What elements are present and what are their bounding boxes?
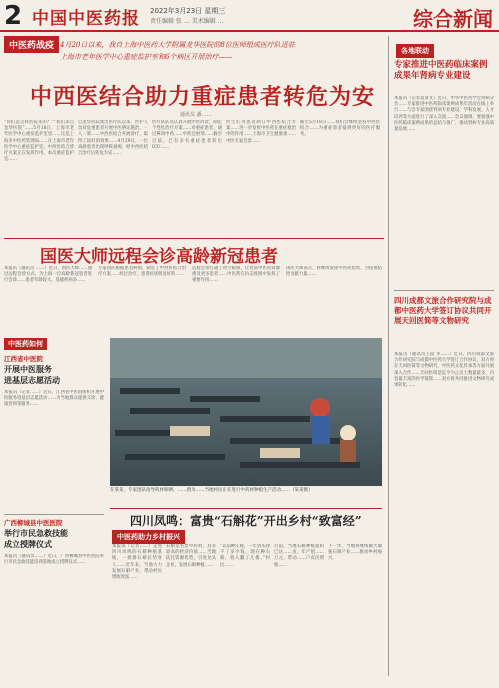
top-story-col-5: 截至5月18日……我们会继续坚持中西医结合……为重症患者提供更好的医疗服务。 bbox=[300, 120, 380, 138]
top-story-headline: 中西医结合助力重症患者转危为安 bbox=[30, 84, 376, 110]
left-head-2b: 举行市民急救技能 bbox=[4, 528, 68, 538]
left-head-1: 江西省中医院 bbox=[4, 355, 43, 363]
top-story-col-3: 医疗队队员认真开展中医四诊，制定个性化治疗方案……对重症患者，通过鼻饲中药……中药注射剂……截至目前，已有多名重症患者转出ICU…… bbox=[152, 120, 222, 150]
bottom-rule bbox=[110, 508, 382, 509]
bottom-story-headline: 四川凤鸣：富贵“石斛花”开出乡村“致富经” bbox=[130, 514, 362, 528]
top-story-col-2: 自龙华医院派出医疗队以来，医护人员对危重患者开展中医辨证施治，一人一策……中西医结合开展诊疗，取得了较好的效果……4月29日，一位高龄患者出现呼吸衰竭，经中西医结合治疗后转危为安…… bbox=[78, 120, 148, 157]
top-story-tag: 中医药战疫 bbox=[4, 36, 59, 53]
top-story-byline: 通讯员 潘…… bbox=[180, 112, 212, 118]
column-divider bbox=[388, 36, 389, 676]
right-column-tag: 各地联动 bbox=[396, 44, 434, 58]
bottom-story-col-1: 本报讯（记者……）走进四川凤鸣的石斛种植基地，一排排石斛长势喜人……近年来，当地大力发展石斛产业，带动村民增收致富…… bbox=[112, 544, 162, 581]
right-divider bbox=[394, 290, 494, 291]
left-subbar: 中医药如何 bbox=[4, 338, 47, 350]
left-divider bbox=[4, 514, 104, 515]
left-head-1b: 开展中医服务 bbox=[4, 364, 52, 374]
bottom-story-col-2: 石斛是名贵中药材，具有较高的经济价值……当地依托资源优势，引进龙头企业，发展石斛种植…… bbox=[166, 544, 216, 568]
left-head-2: 广西柳城县中医医院 bbox=[4, 519, 63, 527]
middle-story-col-4: 国医大师表示，将继续发挥中医药优势，为疫情防控贡献力量…… bbox=[286, 266, 382, 278]
issue-editors: 责任编辑 张 … 美术编辑 … bbox=[150, 18, 224, 25]
page-header bbox=[0, 0, 499, 32]
right-story-headline: 专家推进中医药临床案例成果年肾病专业建设 bbox=[394, 60, 488, 81]
bottom-story-col-4: 目前，当地石斛种植面积已达……亩，年产值……万元，带动……户农民增收…… bbox=[274, 544, 324, 568]
top-story-col-1: “你们是怎样医院来的？”“我们来自龙华医院”……5月18日，上海市老年医学中心重症监护室里……这是上海市中医药管理局……在上海市老年医学中心重症监护室，中西医结合诊疗方案正在发挥作用。本次重症监护室…… bbox=[4, 120, 74, 163]
top-story-col-4: 医生们为患者制订中西医结合方案……进一步发挥中医药在重症救治中的作用……上海市卫生健康委……中医专家会诊…… bbox=[226, 120, 296, 144]
section-title: 综合新闻 bbox=[413, 7, 493, 31]
right-story-headline-2: 四川成都文旅合作研究院与成都中医药大学签订协议共同开展天回医简等文物研究 bbox=[394, 296, 492, 325]
right-story-body: 本报讯（记者袁菁文）近日，中华中医药学会肾病分会……专家推进中医药临床案例成果年活动在线上举行……与会专家围绕肾病专业建设、学科发展、人才培养等方面进行了深入交流……会议强调，要加强中医药临床案例成果的总结与推广，推动肾病专业高质量发展…… bbox=[394, 96, 494, 133]
page-number: 2 bbox=[4, 1, 23, 31]
photo-caption: 在某某，专家团队指导药材晾晒。……图为……当地村民正在进行中药材种植生产活动……（某某摄） bbox=[110, 488, 313, 493]
bottom-story-col-5: 下一步，当地将继续做大做强石斛产业……推动乡村振兴。 bbox=[328, 544, 382, 562]
middle-rule bbox=[4, 238, 384, 239]
news-photo bbox=[110, 338, 382, 486]
bottom-story-tag: 中医药助力乡村振兴 bbox=[112, 530, 185, 544]
masthead: 中国中医药报 bbox=[32, 9, 140, 29]
middle-story-col-3: 远程会诊打破了时空限制，让优质中医药资源惠及更多患者……中医药在抗击疫情中发挥了重要作用…… bbox=[192, 266, 280, 284]
middle-story-col-1: 本报讯（通讯员 ……）近日，国医大师……通过远程会诊方式，为上海一位高龄新冠患者进行会诊……患者年龄较大，基础疾病多…… bbox=[4, 266, 92, 284]
middle-story-col-2: 专家团队根据患者病情，制定了中西医结合治疗方案……经过治疗，患者症状明显好转…… bbox=[98, 266, 186, 278]
left-head-1c: 进基层志愿活动 bbox=[4, 375, 60, 385]
issue-date: 2022年3月23日 星期三 bbox=[150, 7, 226, 15]
top-story-kicker-2: 上海市老年医学中心重症监护室和6个病区开展治疗—— bbox=[60, 53, 233, 61]
left-body-2: 本报讯（通讯员……）近日，广西柳城县中医医院举行市民急救技能培训基地成立授牌仪式…… bbox=[4, 554, 104, 566]
middle-story-headline: 国医大师远程会诊高龄新冠患者 bbox=[40, 247, 278, 267]
right-story-body-2: 本报讯（通讯员王雨 李……）近日，四川成都文旅合作研究院与成都中医药大学签订合作协议，双方将在天回医简等文物研究、中医药文化传承等方面开展深入合作……天回医简是迄今为止出土数量最多、内容最丰富的医学简牍……双方将共同推进文物研究成果转化…… bbox=[394, 352, 494, 389]
bottom-story-col-3: “以前种庄稼，一年到头挣不了多少钱，现在种石斛，收入翻了几番。”村民…… bbox=[220, 544, 270, 568]
left-head-2c: 成立授牌仪式 bbox=[4, 539, 52, 549]
left-body-1: 本报讯（记者……）近日，江西省中医院组织开展中医服务进基层志愿活动……为当地群众提供义诊、健康咨询等服务…… bbox=[4, 390, 104, 408]
top-story-kicker: 4月20日以来，我自上海中医药大学附属龙华医院的8位医师组成医疗队进驻 bbox=[60, 41, 295, 49]
